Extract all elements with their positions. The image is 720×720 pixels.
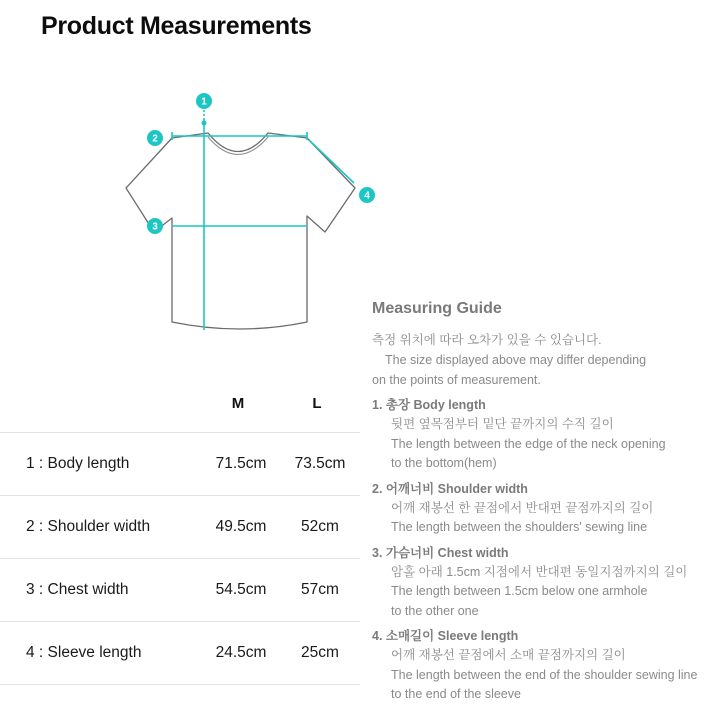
guide-item-shoulder-width — [372, 480, 720, 538]
table-row — [0, 558, 360, 621]
column-header-l: L — [312, 395, 322, 412]
marker-2-badge — [147, 130, 163, 146]
guide-intro-en: The size displayed above may differ depending — [385, 353, 647, 367]
svg-text:1: 1 — [201, 96, 207, 108]
guide-item-heading: 3. 가슴너비 Chest width — [372, 545, 509, 560]
guide-item-chest-width — [372, 544, 720, 622]
value-l: 52cm — [301, 518, 339, 535]
table-row — [0, 621, 360, 685]
value-m: 49.5cm — [215, 518, 267, 535]
svg-text:2: 2 — [152, 133, 158, 145]
guide-item-line: 뒷편 옆목점부터 밑단 끝까지의 수직 길이 — [391, 417, 614, 431]
row-label: 3 : Chest width — [26, 581, 129, 598]
guide-item-line: The length between 1.5cm below one armhole — [391, 584, 648, 598]
guide-intro-en-cont: on the points of measurement. — [372, 373, 541, 387]
row-label: 4 : Sleeve length — [26, 644, 142, 661]
page-title: Product Measurements — [41, 12, 312, 40]
guide-item-heading: 4. 소매길이 Sleeve length — [372, 629, 519, 643]
guide-item-line: to the end of the sleeve — [391, 687, 521, 701]
measuring-guide — [372, 298, 720, 705]
size-table — [0, 380, 360, 685]
guide-item-sleeve-length — [372, 627, 720, 705]
guide-item-line: to the other one — [391, 603, 479, 618]
guide-item-line: The length between the edge of the neck opening — [391, 436, 666, 451]
column-header-m: M — [231, 395, 245, 412]
svg-text:4: 4 — [364, 190, 370, 202]
value-l: 73.5cm — [294, 455, 346, 472]
guide-title: Measuring Guide — [372, 300, 502, 317]
guide-item-line: 암홀 아래 1.5cm 지점에서 반대편 동일지점까지의 길이 — [391, 564, 688, 579]
marker-4-badge — [359, 187, 375, 203]
row-label: 2 : Shoulder width — [26, 518, 151, 535]
guide-item-heading: 2. 어깨너비 Shoulder width — [372, 481, 528, 496]
table-row — [0, 432, 360, 495]
marker-3-badge — [147, 218, 163, 234]
guide-intro-ko: 측정 위치에 따라 오차가 있을 수 있습니다. — [372, 333, 602, 347]
guide-item-line: 어깨 재봉선 끝점에서 소매 끝점까지의 길이 — [391, 648, 626, 662]
row-label: 1 : Body length — [26, 455, 130, 472]
guide-item-line: 어깨 재봉선 한 끝점에서 반대편 끝점까지의 길이 — [391, 500, 654, 515]
size-table-header — [0, 380, 360, 432]
svg-text:3: 3 — [152, 221, 158, 233]
guide-item-heading: 1. 총장 Body length — [372, 398, 486, 412]
guide-item-line: The length between the end of the shoulder sewing line — [391, 667, 698, 682]
value-l: 57cm — [301, 581, 339, 598]
guide-item-line: to the bottom(hem) — [391, 456, 497, 470]
value-l: 25cm — [301, 644, 339, 661]
value-m: 71.5cm — [215, 455, 267, 472]
marker-1-badge — [196, 93, 212, 109]
guide-item-line: The length between the shoulders' sewing line — [391, 520, 648, 534]
value-m: 54.5cm — [215, 581, 267, 598]
value-m: 24.5cm — [215, 644, 267, 661]
guide-item-body-length — [372, 396, 720, 474]
table-row — [0, 495, 360, 558]
